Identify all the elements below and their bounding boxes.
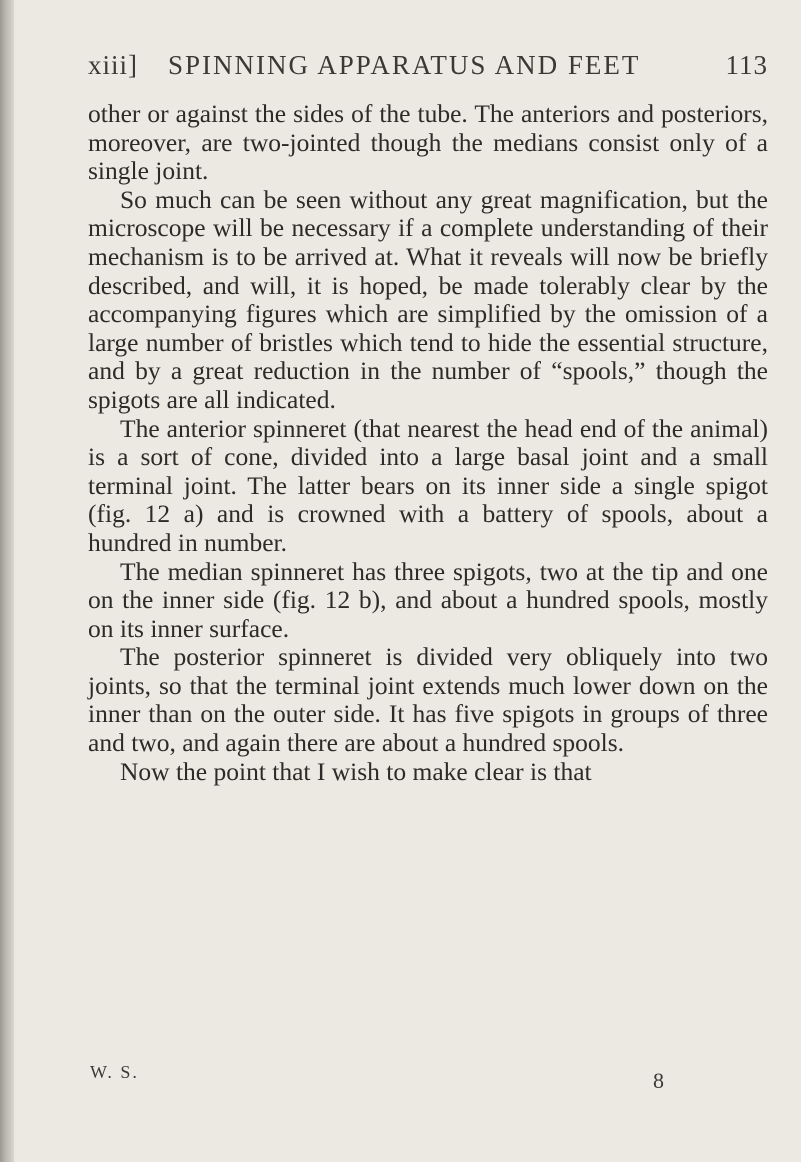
paragraph-3: The anterior spinneret (that nearest the head end of the animal) is a sort of cone, divided into a large basal joint and a small terminal joint. The latter bears on its inner side a single spigot (fig. 12 a) and is crowned with a battery of spools, about a hundred in number. <box>88 413 768 557</box>
paragraph-5: The posterior spinneret is divided very obliquely into two joints, so that the terminal joint extends much lower down on the inner than on the outer side. It has five spigots in groups of three and two, and again there are about a hundred spools. <box>88 642 768 758</box>
page-number: 113 <box>725 50 768 80</box>
paragraph-2: So much can be seen without any great magnification, but the microscope will be necessary if a complete understanding of their mechanism is to be arrived at. What it reveals will now be briefly described, and will, it is hoped, be made tolerably clear by the accompanying figures which are simplified by the omission of a large number of bristles which tend to hide the essential structure, and by a great reduction in the number of “spools,” though the spigots are all indicated. <box>88 184 768 414</box>
chapter-marker: xiii] <box>88 50 138 80</box>
sheet-number: 8 <box>653 1068 664 1093</box>
page-footer <box>90 1054 664 1094</box>
running-title: SPINNING APPARATUS AND FEET <box>168 50 641 80</box>
signature-mark: W. S. <box>90 1062 139 1082</box>
paragraph-1: other or against the sides of the tube. The anteriors and posteriors, moreover, are two-jointed though the medians consist only of a single joint. <box>88 99 768 186</box>
running-head <box>88 50 768 86</box>
paragraph-4: The median spinneret has three spigots, two at the tip and one on the inner side (fig. 12 b), and about a hundred spools, mostly on its inner surface. <box>88 556 768 643</box>
paragraph-6: Now the point that I wish to make clear is that <box>120 756 592 786</box>
body-text <box>88 100 768 786</box>
binding-shadow <box>0 0 14 1162</box>
